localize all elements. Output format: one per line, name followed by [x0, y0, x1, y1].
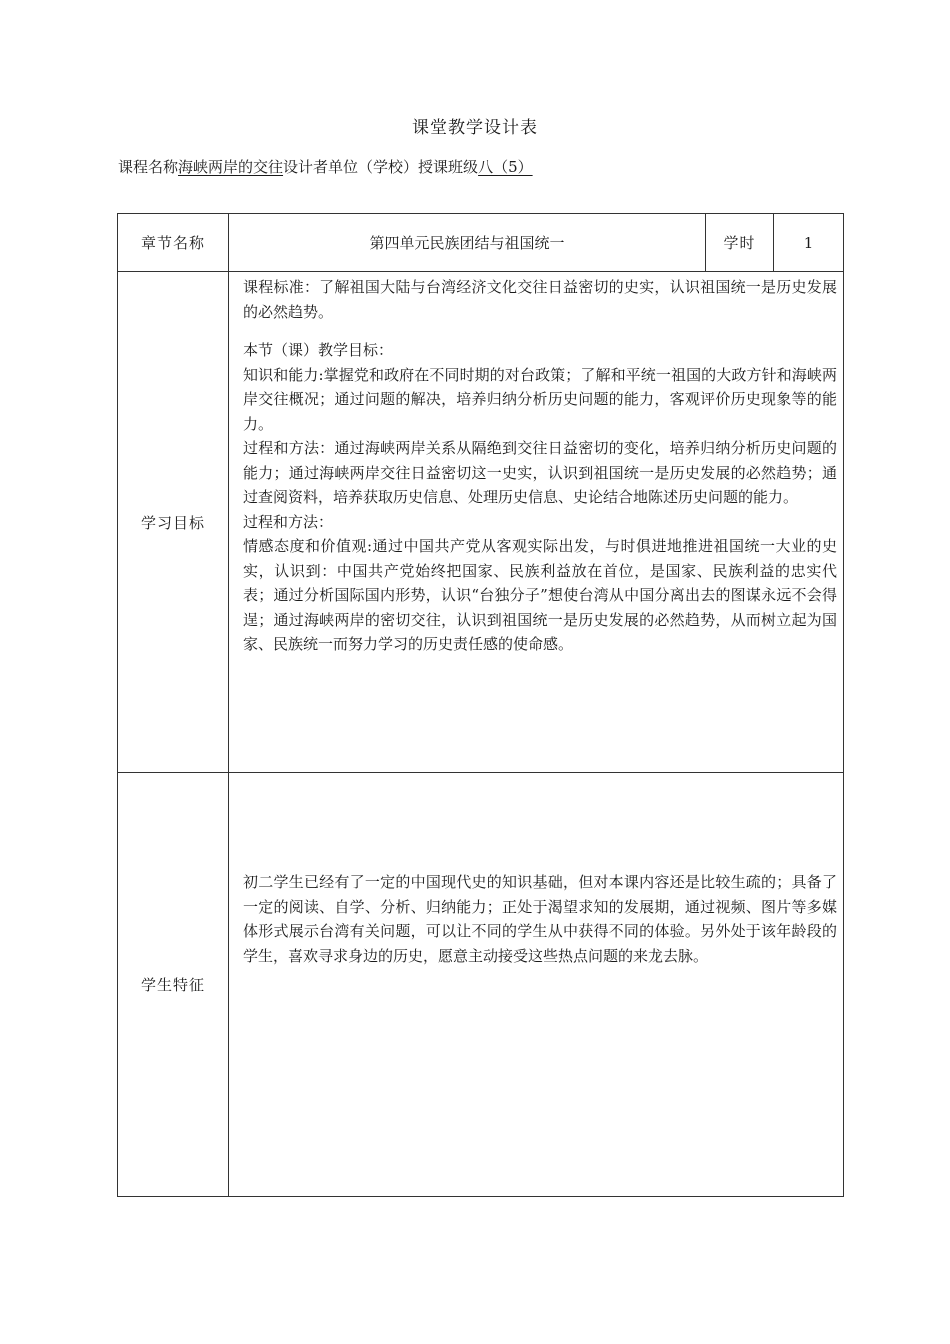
course-standard-text: 课程标准：了解祖国大陆与台湾经济文化交往日益密切的史实，认识祖国统一是历史发展的必然趋势。 — [243, 278, 837, 321]
chapter-label: 章节名称 — [118, 214, 229, 272]
goals-row — [118, 272, 844, 773]
students-row — [118, 773, 844, 1197]
hours-label: 学时 — [706, 214, 774, 272]
goals-label: 学习目标 — [118, 272, 229, 773]
hours-value: 1 — [774, 214, 844, 272]
student-characteristics-text: 初二学生已经有了一定的中国现代史的知识基础，但对本课内容还是比较生疏的；具备了一定的阅读、自学、分析、归纳能力；正处于渴望求知的发展期，通过视频、图片等多媒体形式展示台湾有关问题，可以让不同的学生从中获得不同的体验。另外处于该年龄段的学生，喜欢寻求身边的历史，愿意主动接受这些热点问题的来龙去脉。 — [243, 873, 837, 965]
process-method-heading: 过程和方法： — [243, 512, 334, 531]
designer-unit-label: 设计者单位（学校） — [283, 158, 419, 176]
process-method-text: 过程和方法：通过海峡两岸关系从隔绝到交往日益密切的变化，培养归纳分析历史问题的能力；通过海峡两岸交往日益密切这一史实，认识到祖国统一是历史发展的必然趋势；通过查阅资料，培养获取历史信息、处理历史信息、史论结合地陈述历史问题的能力。 — [243, 439, 837, 506]
class-value: 八（5） — [478, 158, 533, 176]
course-name-value: 海峡两岸的交往 — [178, 158, 284, 176]
students-label: 学生特征 — [118, 773, 229, 1197]
document-title: 课堂教学设计表 — [412, 118, 538, 138]
class-label: 授课班级 — [418, 158, 479, 176]
goals-content — [229, 272, 844, 773]
objectives-heading: 本节（课）教学目标： — [243, 341, 394, 359]
chapter-value: 第四单元民族团结与祖国统一 — [229, 214, 706, 272]
course-meta-line — [118, 156, 533, 177]
students-content — [229, 773, 844, 1197]
emotion-values-text: 情感态度和价值观:通过中国共产党从客观实际出发，与时俱进地推进祖国统一大业的史实，认识到：中国共产党始终把国家、民族利益放在首位，是国家、民族利益的忠实代表；通过分析国际国内形势，认识“台独分子”想使台湾从中国分离出去的图谋永远不会得逞；通过海峡两岸的密切交往，认识到祖国统一是历史发展的必然趋势，从而树立起为国家、民族统一而努力学习的历史责任感的使命感。 — [243, 537, 837, 653]
chapter-row — [118, 214, 844, 272]
lesson-design-table — [117, 213, 844, 1197]
course-name-label: 课程名称 — [118, 158, 179, 176]
knowledge-ability-text: 知识和能力:掌握党和政府在不同时期的对台政策；了解和平统一祖国的大政方针和海峡两岸交往概况；通过问题的解决，培养归纳分析历史问题的能力，客观评价历史现象等的能力。 — [243, 365, 837, 433]
